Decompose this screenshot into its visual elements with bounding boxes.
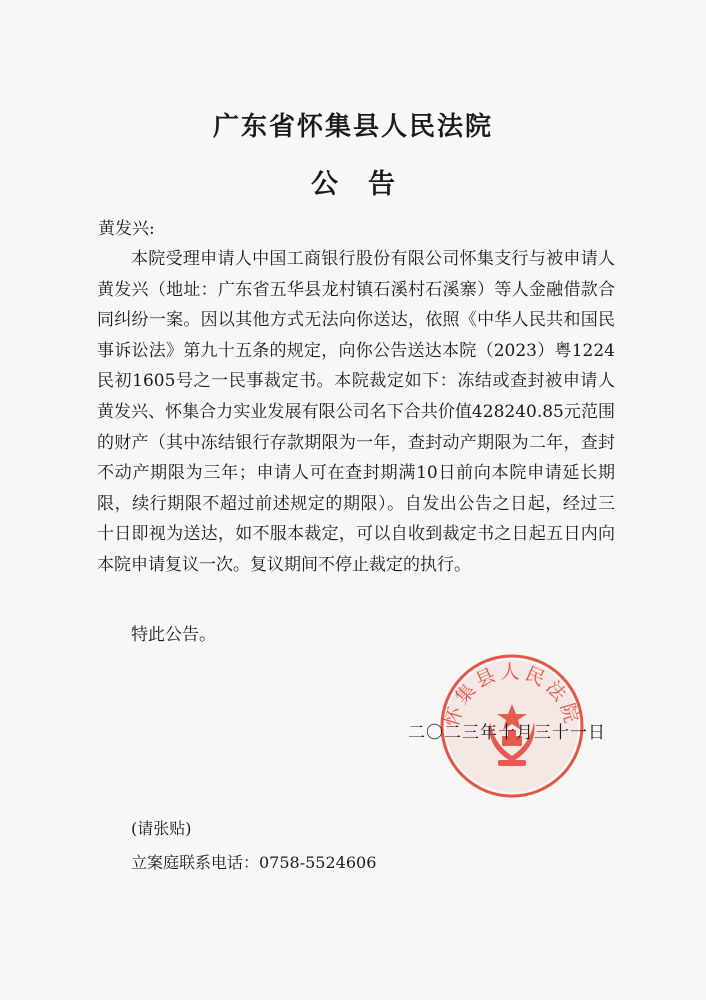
issue-date: 二〇二三年十月三十一日 — [408, 723, 606, 743]
court-name: 广东省怀集县人民法院 — [212, 112, 493, 142]
contact-phone: 立案庭联系电话：0758-5524606 — [131, 853, 377, 872]
notice-body: 本院受理申请人中国工商银行股份有限公司怀集支行与被申请人黄发兴（地址：广东省五华县龙村镇石溪村石溪寨）等人金融借款合同纠纷一案。因以其他方式无法向你送达，依照《中华人民共和国民事诉讼法》第九十五条的规定，向你公告送达本院（2023）粤1224民初1605号之一民事裁定书。本院裁定如下：冻结或查封被申请人黄发兴、怀集合力实业发展有限公司名下合共价值428240.85元范围的财产（其中冻结银行存款期限为一年，查封动产期限为二年，查封不动产期限为三年；申请人可在查封期满10日前向本院申请延长期限，续行期限不超过前述规定的期限）。自发出公告之日起，经过三十日即视为送达，如不服本裁定，可以自收到裁定书之日起五日内向本院申请复议一次。复议期间不停止裁定的执行。 — [97, 249, 615, 575]
addressee: 黄发兴: — [98, 219, 155, 239]
closing-line: 特此公告。 — [131, 625, 216, 645]
notice-title: 公告 — [311, 169, 425, 200]
svg-text:怀集县人民法院: 怀集县人民法院 — [440, 661, 584, 730]
posting-note: (请张贴) — [131, 819, 192, 838]
